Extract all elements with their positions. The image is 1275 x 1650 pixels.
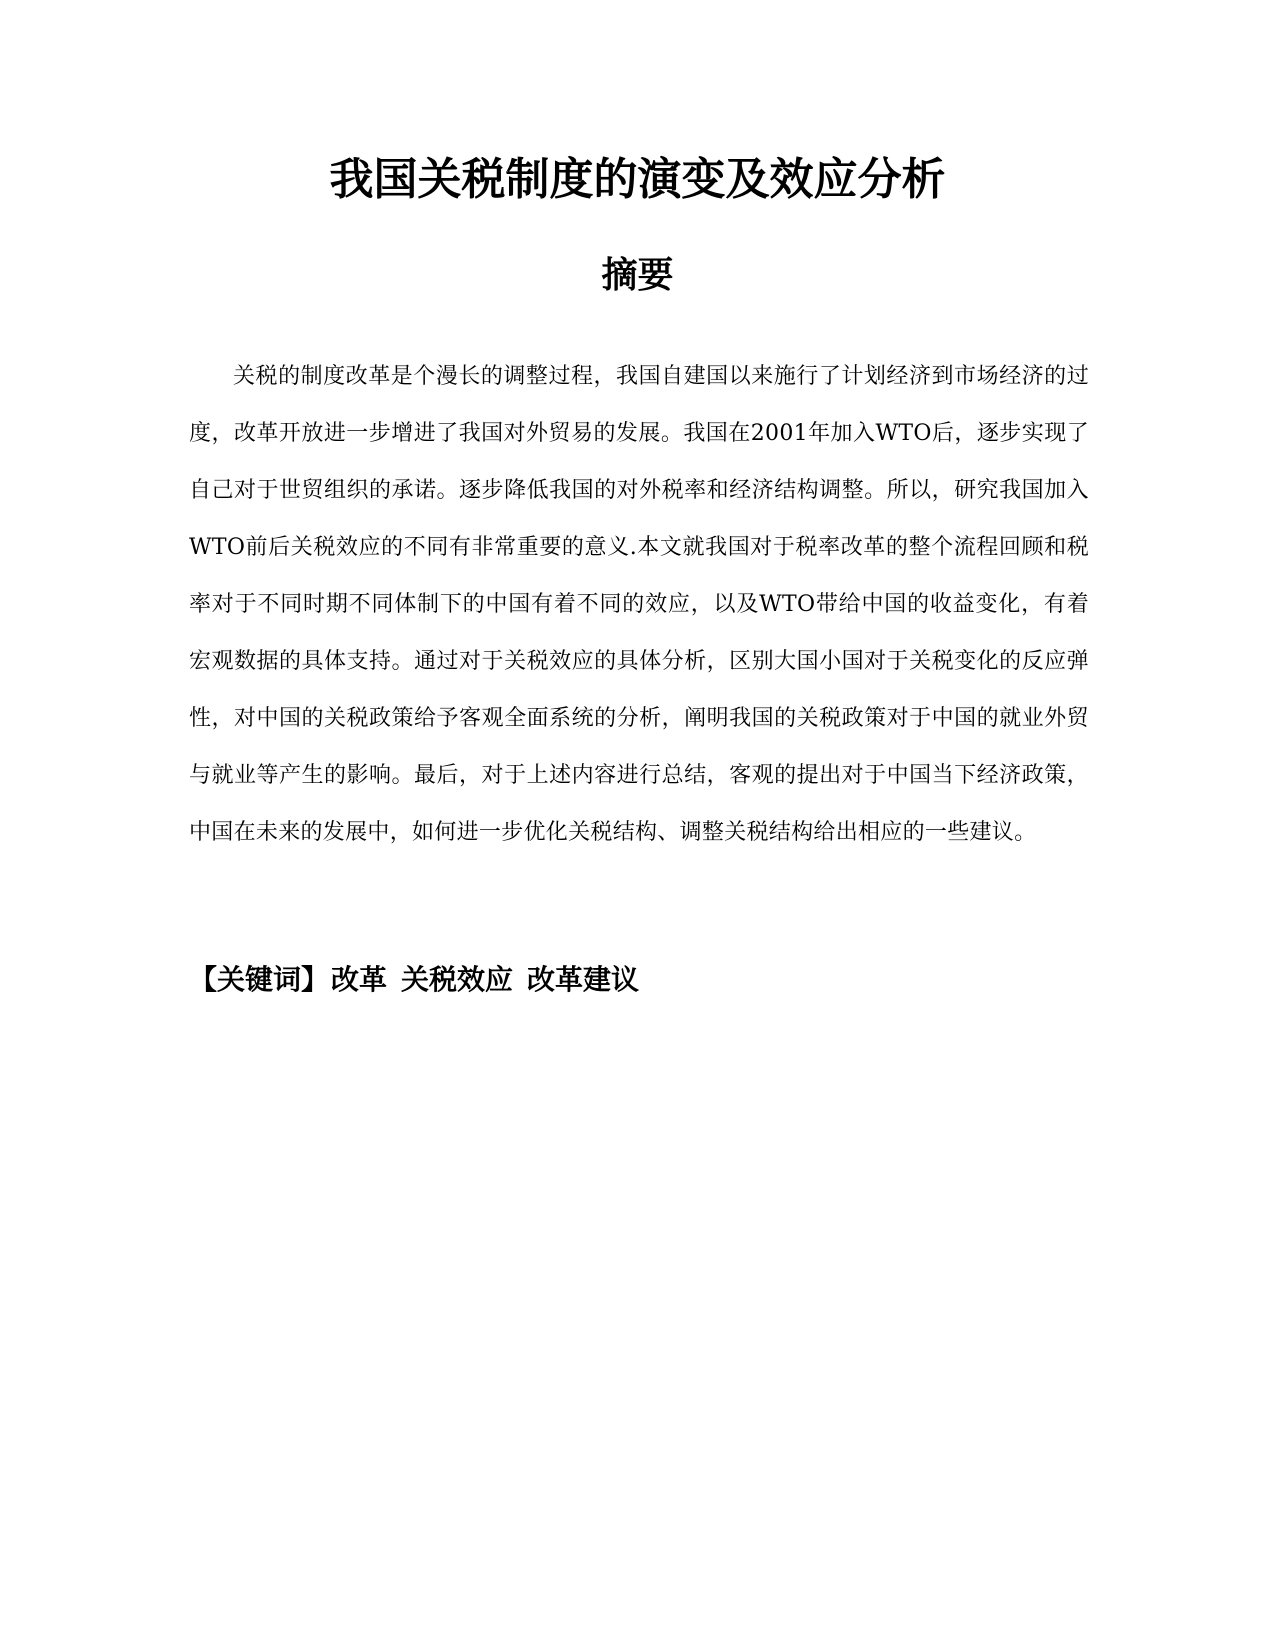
document-title: 我国关税制度的演变及效应分析 <box>329 154 946 205</box>
keywords-label: 【关键词】 <box>189 963 330 996</box>
keyword-item: 改革 <box>331 963 388 996</box>
abstract-heading: 摘要 <box>601 254 674 296</box>
keyword-item: 改革建议 <box>527 963 640 996</box>
abstract-body: 关税的制度改革是个漫长的调整过程，我国自建国以来施行了计划经济到市场经济的过度，改革开放进一步增进了我国对外贸易的发展。我国在2001年加入WTO后，逐步实现了自己对于世贸组织的承诺。逐步降低我国的对外税率和经济结构调整。所以，研究我国加入WTO前后关税效应的不同有非常重要的意义.本文就我国对于税率改革的整个流程回顾和税率对于不同时期不同体制下的中国有着不同的效应，以及WTO带给中国的收益变化，有着宏观数据的具体支持。通过对于关税效应的具体分析，区别大国小国对于关税变化的反应弹性，对中国的关税政策给予客观全面系统的分析，阐明我国的关税政策对于中国的就业外贸与就业等产生的影响。最后，对于上述内容进行总结，客观的提出对于中国当下经济政策，中国在未来的发展中，如何进一步优化关税结构、调整关税结构给出相应的一些建议。 <box>189 364 1089 845</box>
keyword-item: 关税效应 <box>401 963 514 996</box>
keywords-line <box>189 960 1089 1000</box>
